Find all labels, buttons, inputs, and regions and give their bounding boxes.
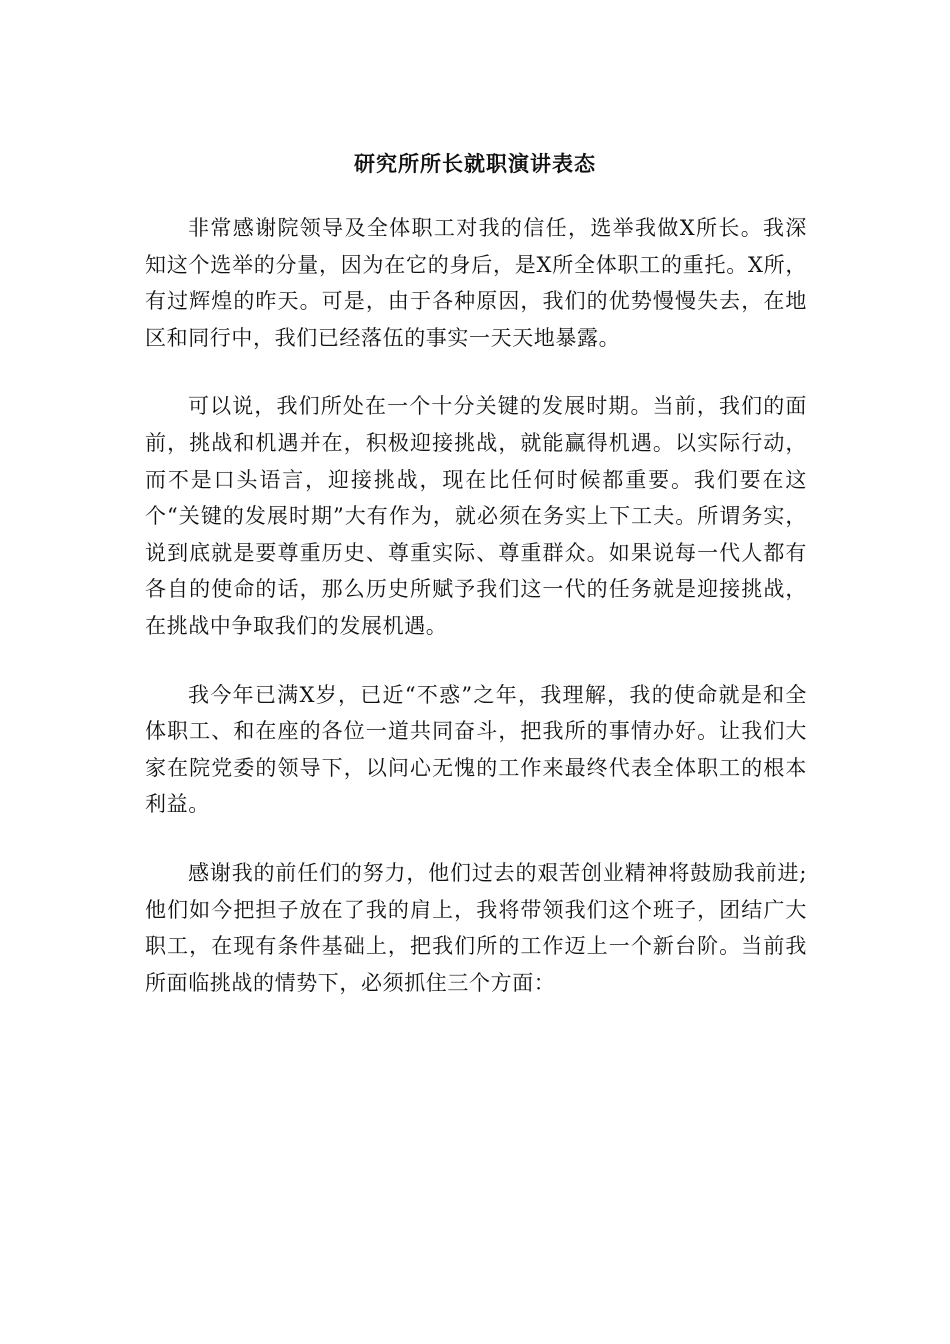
paragraph-4: 感谢我的前任们的努力，他们过去的艰苦创业精神将鼓励我前进;他们如今把担子放在了我的肩上，我将带领我们这个班子，团结广大职工，在现有条件基础上，把我们所的工作迈上一个新台阶。当前我所面临挑战的情势下，必须抓住三个方面： <box>145 860 807 995</box>
paragraph-1: 非常感谢院领导及全体职工对我的信任，选举我做X所长。我深知这个选举的分量，因为在它的身后，是X所全体职工的重托。X所，有过辉煌的昨天。可是，由于各种原因，我们的优势慢慢失去，在地区和同行中，我们已经落伍的事实一天天地暴露。 <box>145 216 807 350</box>
document-title: 研究所所长就职演讲表态 <box>354 151 596 176</box>
paragraph-3: 我今年已满X岁，已近“不惑”之年，我理解，我的使命就是和全体职工、和在座的各位一道共同奋斗，把我所的事情办好。让我们大家在院党委的领导下，以问心无愧的工作来最终代表全体职工的根本利益。 <box>145 682 807 817</box>
paragraph-2: 可以说，我们所处在一个十分关键的发展时期。当前，我们的面前，挑战和机遇并在，积极迎接挑战，就能赢得机遇。以实际行动，而不是口头语言，迎接挑战，现在比任何时候都重要。我们要在这个“关键的发展时期”大有作为，就必须在务实上下工夫。所谓务实，说到底就是要尊重历史、尊重实际、尊重群众。如果说每一代人都有各自的使命的话，那么历史所赋予我们这一代的任务就是迎接挑战，在挑战中争取我们的发展机遇。 <box>145 394 807 638</box>
document-body <box>145 210 807 1033</box>
